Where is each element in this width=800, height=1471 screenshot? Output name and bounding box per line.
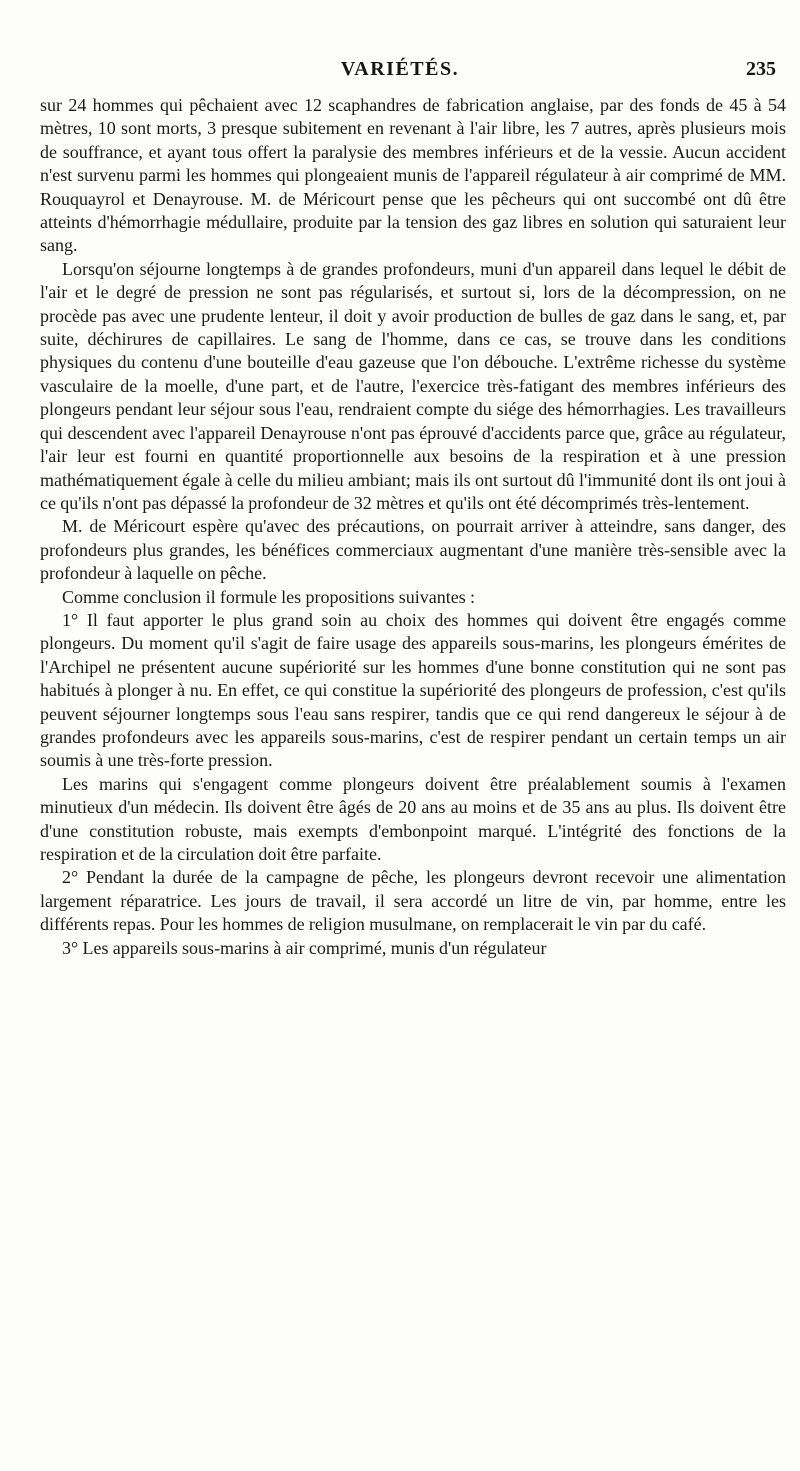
running-title: VARIÉTÉS. [340, 58, 460, 80]
body-text [40, 94, 786, 960]
paragraph-continuation: sur 24 hommes qui pêchaient avec 12 scaphandres de fabrication anglaise, par des fonds de 45 à 54 mètres, 10 sont morts, 3 presque subitement en revenant à l'air libre, les 7 autres, après plusieurs mois de souffrance, et ayant tous offert la paralysie des membres inférieurs et de la vessie. Aucun accident n'est survenu parmi les hommes qui plongeaient munis de l'appareil régulateur à air comprimé de MM. Rouquayrol et Denayrouse. M. de Méricourt pense que les pêcheurs qui ont succombé ont dû être atteints d'hémorrhagie médullaire, produite par la tension des gaz libres en solution qui saturaient leur sang. [40, 95, 786, 256]
paragraph-decompression: Lorsqu'on séjourne longtemps à de grandes profondeurs, muni d'un appareil dans lequel le débit de l'air et le degré de pression ne sont pas régularisés, et surtout si, lors de la décompression, on ne procède pas avec une prudente lenteur, il doit y avoir production de bulles de gaz dans le sang, et, par suite, déchirures de capillaires. Le sang de l'homme, dans ce cas, se trouve dans les conditions physiques du contenu d'une bouteille d'eau gazeuse que l'on débouche. L'extrême richesse du système vasculaire de la moelle, d'une part, et de l'autre, l'exercice très-fatigant des membres inférieurs des plongeurs pendant leur séjour sous l'eau, rendraient compte du siége des hémorrhagies. Les travailleurs qui descendent avec l'appareil Denayrouse n'ont pas éprouvé d'accidents parce que, grâce au régulateur, l'air leur est fourni en quantité proportionnelle aux besoins de la respiration et à une pression mathématiquement égale à celle du milieu ambiant; mais ils ont surtout dû l'immunité dont ils ont joui à ce qu'ils n'ont pas dépassé la profondeur de 32 mètres et qu'ils ont été décomprimés très-lentement. [40, 258, 786, 513]
paragraph-proposition-1: 1° Il faut apporter le plus grand soin au choix des hommes qui doivent être engagés comme plongeurs. Du moment qu'il s'agit de faire usage des appareils sous-marins, les plongeurs émérites de l'Archipel ne présentent aucune supériorité sur les hommes d'une bonne constitution qui ne sont pas habitués à plonger à nu. En effet, ce qui constitue la supériorité des plongeurs de profession, c'est qu'ils peuvent séjourner longtemps sous l'eau sans respirer, tandis que ce qui rend dangereux le séjour à de grandes profondeurs avec les appareils sous-marins, c'est de respirer pendant un certain temps un air soumis à une très-forte pression. [40, 609, 786, 771]
paragraph-conclusion-intro: Comme conclusion il formule les propositions suivantes : [62, 586, 476, 607]
paragraph-mericourt-hope: M. de Méricourt espère qu'avec des précautions, on pourrait arriver à atteindre, sans danger, des profondeurs plus grandes, les bénéfices commerciaux augmentant d'une manière très-sensible avec la profondeur à laquelle on pêche. [40, 516, 786, 584]
paragraph-proposition-3: 3° Les appareils sous-marins à air comprimé, munis d'un régulateur [62, 937, 547, 958]
paragraph-medical-exam: Les marins qui s'engagent comme plongeurs doivent être préalablement soumis à l'examen minutieux d'un médecin. Ils doivent être âgés de 20 ans au moins et de 35 ans au plus. Ils doivent être d'une constitution robuste, mais exempts d'embonpoint marqué. L'intégrité des fonctions de la respiration et de la circulation doit être parfaite. [40, 773, 786, 864]
running-head [0, 58, 800, 88]
paragraph-proposition-2: 2° Pendant la durée de la campagne de pêche, les plongeurs devront recevoir une alimentation largement réparatrice. Les jours de travail, il sera accordé un litre de vin, par homme, entre les différents repas. Pour les hommes de religion musulmane, on remplacerait le vin par du café. [40, 867, 786, 935]
page-number: 235 [746, 58, 776, 80]
